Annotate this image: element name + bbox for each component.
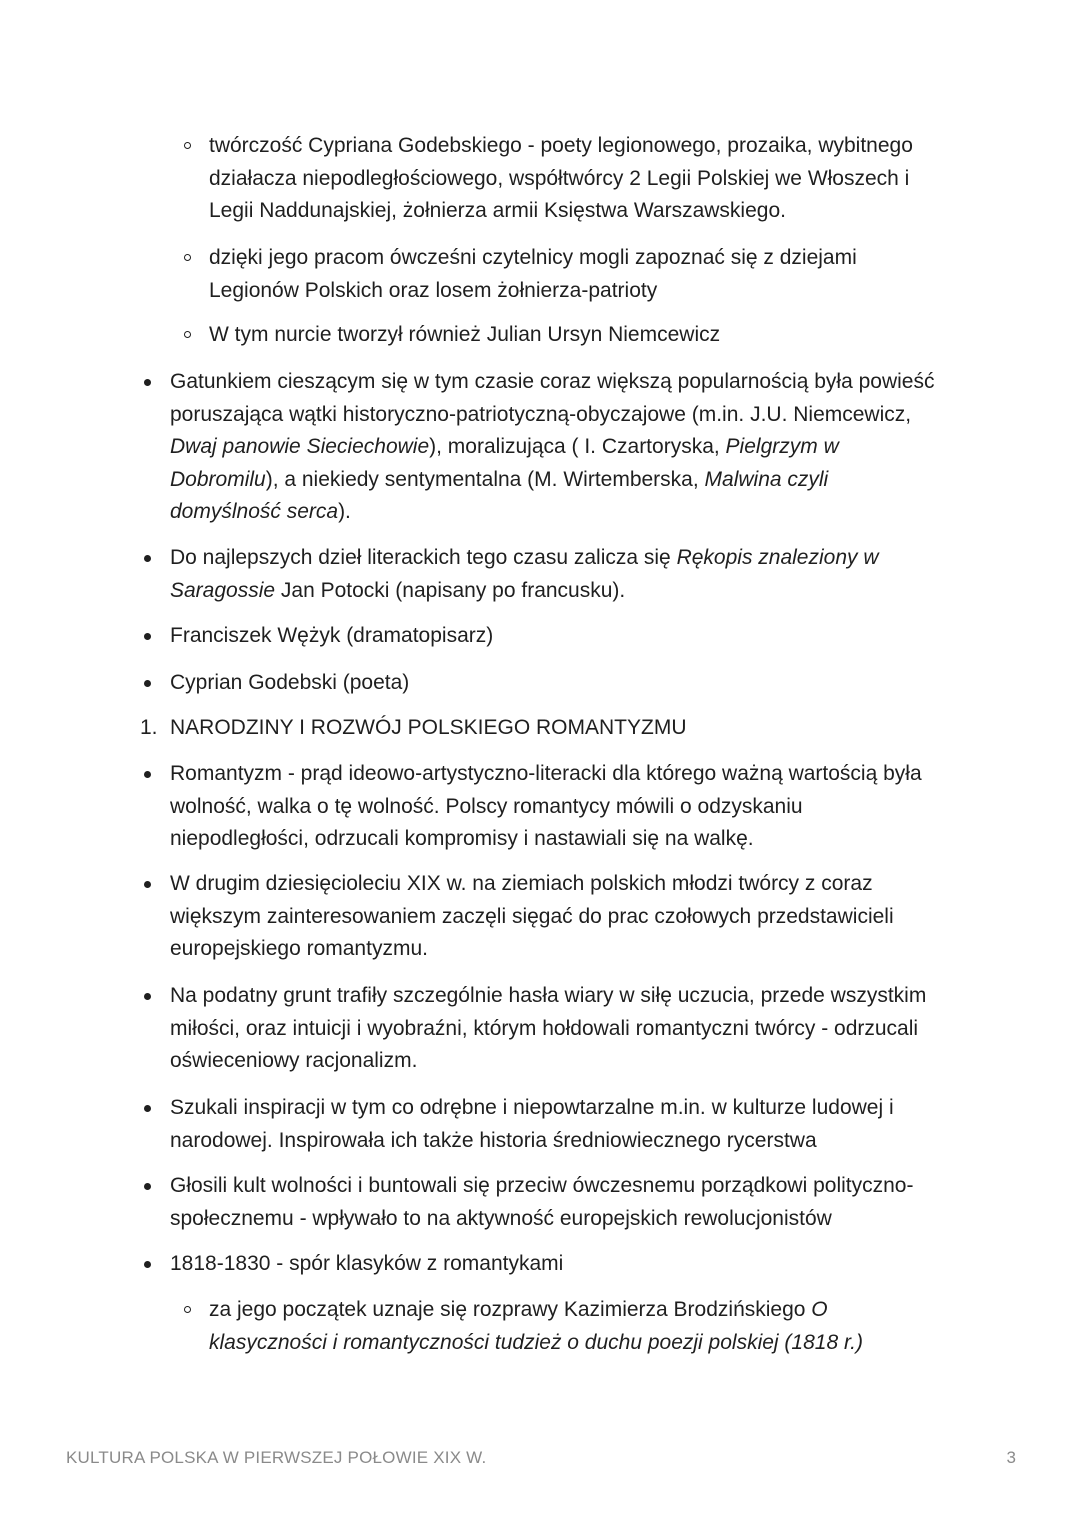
bullet-icon — [144, 1261, 151, 1268]
list-item-text: W drugim dziesięcioleciu XIX w. na ziemiach polskich młodzi twórcy z coraz większym zainteresowaniem zaczęli sięgać do prac czołowych przedstawicieli europejskiego romantyzmu. — [170, 872, 894, 960]
sub-list-item — [209, 130, 949, 228]
list-item — [170, 1248, 930, 1281]
sub-list-item — [209, 319, 949, 352]
page-number: 3 — [1006, 1448, 1016, 1467]
list-item-text: za jego początek uznaje się rozprawy Kazimierza Brodzińskiego O klasyczności i romantyczności tudzież o duchu poezji polskiej (1818 r.) — [209, 1298, 864, 1354]
list-item-text: Cyprian Godebski (poeta) — [170, 671, 410, 694]
circle-bullet-icon — [184, 331, 191, 338]
list-item-text: Gatunkiem cieszącym się w tym czasie coraz większą popularnością była powieść poruszająca wątki historyczno-patriotyczną-obyczajowe (m.in. J.U. Niemcewicz, Dwaj panowie Sieciechowie), moralizująca ( I. Czartoryska, Pielgrzym w Dobromilu), a niekiedy sentymentalna (M. Wirtemberska, Malwina czyli domyślność serca). — [170, 370, 935, 523]
list-item — [170, 1092, 940, 1157]
list-item-text: Romantyzm - prąd ideowo-artystyczno-literacki dla którego ważną wartością była wolność, walka o tę wolność. Polscy romantycy mówili o odzyskaniu niepodległości, odrzucali kompromisy i nastawiali się na walkę. — [170, 762, 922, 850]
circle-bullet-icon — [184, 142, 191, 149]
list-item — [170, 620, 930, 653]
circle-bullet-icon — [184, 254, 191, 261]
list-item — [170, 667, 930, 700]
heading-text: NARODZINY I ROZWÓJ POLSKIEGO ROMANTYZMU — [170, 716, 687, 739]
bullet-icon — [144, 1183, 151, 1190]
list-item-text: Do najlepszych dzieł literackich tego czasu zalicza się Rękopis znaleziony w Saragossie Jan Potocki (napisany po francusku). — [170, 546, 879, 602]
bullet-icon — [144, 881, 151, 888]
list-item — [170, 980, 950, 1078]
bullet-icon — [144, 1105, 151, 1112]
bullet-icon — [144, 379, 151, 386]
bullet-icon — [144, 680, 151, 687]
list-item — [170, 758, 930, 856]
footer-title: KULTURA POLSKA W PIERWSZEJ POŁOWIE XIX W. — [66, 1448, 487, 1467]
list-item-text: Franciszek Wężyk (dramatopisarz) — [170, 624, 494, 647]
list-item-text: W tym nurcie tworzył również Julian Ursyn Niemcewicz — [209, 323, 721, 346]
sub-list-item — [209, 1294, 909, 1359]
list-item — [170, 1170, 950, 1235]
list-item-text: Szukali inspiracji w tym co odrębne i niepowtarzalne m.in. w kulturze ludowej i narodowej. Inspirowała ich także historia średniowiecznego rycerstwa — [170, 1096, 894, 1152]
list-item — [170, 542, 930, 607]
list-item-text: 1818-1830 - spór klasyków z romantykami — [170, 1252, 564, 1275]
list-item-text: Głosili kult wolności i buntowali się przeciw ówczesnemu porządkowi polityczno-społecznemu - wpływało to na aktywność europejskich rewolucjonistów — [170, 1174, 914, 1230]
list-item-text: Na podatny grunt trafiły szczególnie hasła wiary w siłę uczucia, przede wszystkim miłości, oraz intuicji i wyobraźni, którym hołdowali romantyczni twórcy - odrzucali oświeceniowy racjonalizm. — [170, 984, 927, 1072]
bullet-icon — [144, 771, 151, 778]
numbered-heading — [140, 712, 930, 745]
bullet-icon — [144, 555, 151, 562]
bullet-icon — [144, 993, 151, 1000]
list-item-text: twórczość Cypriana Godebskiego - poety legionowego, prozaika, wybitnego działacza niepodległościowego, współtwórcy 2 Legii Polskiej we Włoszech i Legii Naddunajskiej, żołnierza armii Księstwa Warszawskiego. — [209, 134, 913, 222]
list-number: 1. — [140, 716, 158, 739]
bullet-icon — [144, 633, 151, 640]
list-item — [170, 366, 940, 529]
circle-bullet-icon — [184, 1306, 191, 1313]
list-item-text: dzięki jego pracom ówcześni czytelnicy mogli zapoznać się z dziejami Legionów Polskich oraz losem żołnierza-patrioty — [209, 246, 857, 302]
list-item — [170, 868, 940, 966]
sub-list-item — [209, 242, 949, 307]
